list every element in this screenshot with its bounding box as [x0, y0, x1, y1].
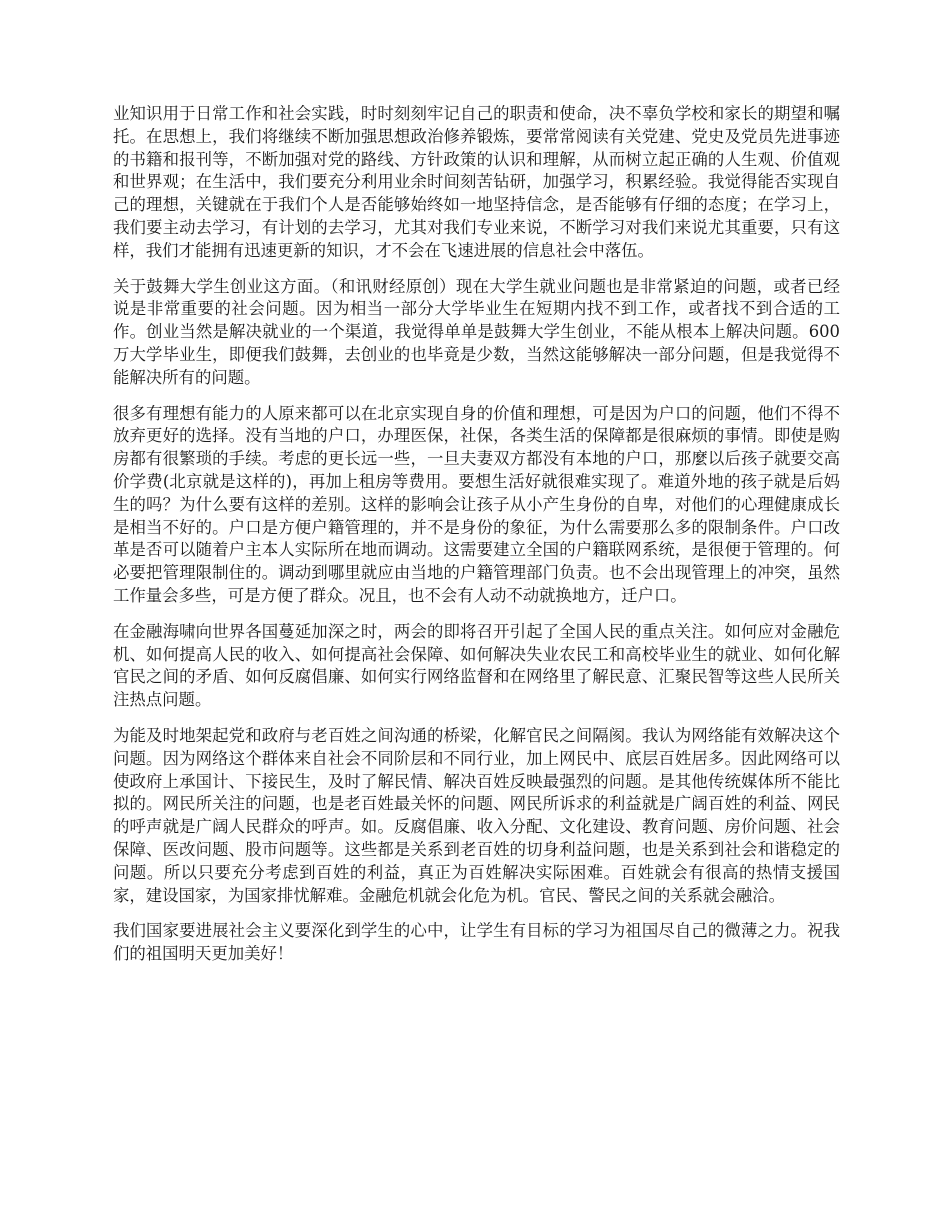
paragraph-4: 在金融海啸向世界各国蔓延加深之时，两会的即将召开引起了全国人民的重点关注。如何应对金融危机、如何提高人民的收入、如何提高社会保障、如何解决失业农民工和高校毕业生的就业、如何化解官民之间的矛盾、如何反腐倡廉、如何实行网络监督和在网络里了解民意、汇聚民智等这些人民所关注热点问题。	[113, 621, 840, 710]
paragraph-5: 为能及时地架起党和政府与老百姓之间沟通的桥梁，化解官民之间隔阂。我认为网络能有效解决这个问题。因为网络这个群体来自社会不同阶层和不同行业，加上网民中、底层百姓居多。因此网络可以使政府上承国计、下接民生，及时了解民情、解决百姓反映最强烈的问题。是其他传统媒体所不能比拟的。网民所关注的问题，也是老百姓最关怀的问题、网民所诉求的利益就是广阔百姓的利益、网民的呼声就是广阔人民群众的呼声。如。反腐倡廉、收入分配、文化建设、教育问题、房价问题、社会保障、医改问题、股市问题等。这些都是关系到老百姓的切身利益问题，也是关系到社会和谐稳定的问题。所以只要充分考虑到百姓的利益，真正为百姓解决实际困难。百姓就会有很高的热情支援国家，建设国家，为国家排忧解难。金融危机就会化危为机。官民、警民之间的关系就会融洽。	[113, 725, 840, 905]
paragraph-6: 我们国家要进展社会主义要深化到学生的心中，让学生有目标的学习为祖国尽自己的微薄之力。祝我们的祖国明天更加美好！	[113, 921, 840, 964]
paragraph-2: 关于鼓舞大学生创业这方面。（和讯财经原创）现在大学生就业问题也是非常紧迫的问题，或者已经说是非常重要的社会问题。因为相当一部分大学毕业生在短期内找不到工作，或者找不到合适的工作。创业当然是解决就业的一个渠道，我觉得单单是鼓舞大学生创业，不能从根本上解决问题。600 万大学毕业生，即便我们鼓舞，去创业的也毕竟是少数，当然这能够解决一部分问题，但是我觉得不能解决所有的问题。	[113, 276, 840, 387]
document-body	[113, 103, 840, 979]
paragraph-3: 很多有理想有能力的人原来都可以在北京实现自身的价值和理想，可是因为户口的问题，他们不得不放弃更好的选择。没有当地的户口，办理医保，社保，各类生活的保障都是很麻烦的事情。即使是购房都有很繁琐的手续。考虑的更长远一些，一旦夫妻双方都没有本地的户口，那麼以后孩子就要交高价学费(北京就是这样的)，再加上租房等费用。要想生活好就很难实现了。难道外地的孩子就是后妈生的吗？为什么要有这样的差别。这样的影响会让孩子从小产生身份的自卑，对他们的心理健康成长是相当不好的。户口是方便户籍管理的，并不是身份的象征，为什么需要那么多的限制条件。户口改革是否可以随着户主本人实际所在地而调动。这需要建立全国的户籍联网系统，是很便于管理的。何必要把管理限制住的。调动到哪里就应由当地的户籍管理部门负责。也不会出现管理上的冲突，虽然工作量会多些，可是方便了群众。况且，也不会有人动不动就换地方，迁户口。	[113, 403, 840, 605]
paragraph-1: 业知识用于日常工作和社会实践，时时刻刻牢记自己的职责和使命，决不辜负学校和家长的期望和嘱托。在思想上，我们将继续不断加强思想政治修养锻炼，要常常阅读有关党建、党史及党员先进事迹的书籍和报刊等，不断加强对党的路线、方针政策的认识和理解，从而树立起正确的人生观、价值观和世界观；在生活中，我们要充分利用业余时间刻苦钻研，加强学习，积累经验。我觉得能否实现自己的理想，关键就在于我们个人是否能够始终如一地坚持信念，是否能够有仔细的态度；在学习上，我们要主动去学习，有计划的去学习，尤其对我们专业来说，不断学习对我们来说尤其重要，只有这样，我们才能拥有迅速更新的知识，才不会在飞速进展的信息社会中落伍。	[113, 104, 840, 260]
